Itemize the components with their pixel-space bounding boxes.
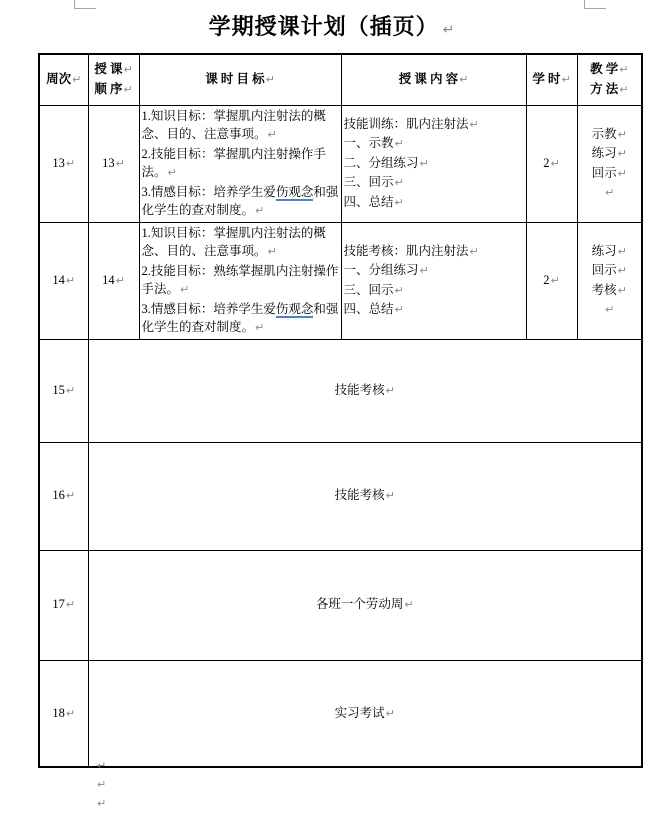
method-line: 考核↵ — [591, 282, 627, 297]
paragraph-mark: ↵ — [617, 127, 627, 141]
teaching-plan-table — [38, 53, 643, 768]
paragraph-mark: ↵ — [115, 156, 125, 170]
paragraph-mark: ↵ — [65, 598, 76, 612]
week-number: 16 — [52, 488, 65, 503]
paragraph-mark: ↵ — [550, 273, 560, 287]
merged-content-cell — [88, 442, 642, 550]
week-cell — [39, 442, 88, 550]
page-title — [0, 10, 664, 41]
paragraph-mark: ↵ — [123, 82, 133, 96]
paragraph-mark: ↵ — [97, 778, 107, 791]
week-number: 14 — [52, 272, 65, 287]
table-row-week-14 — [39, 222, 642, 339]
paragraph-mark: ↵ — [617, 264, 627, 277]
method-line: 回示↵ — [591, 165, 627, 180]
week-number: 13 — [52, 155, 65, 170]
hours-cell — [526, 105, 577, 222]
empty-paragraph — [580, 183, 640, 203]
paragraph-mark: ↵ — [550, 156, 560, 170]
content-line: 三、回示↵ — [343, 282, 404, 297]
header-content — [341, 54, 526, 105]
paragraph-mark: ↵ — [617, 283, 627, 297]
header-hours-label: 学 时 — [532, 72, 561, 86]
paragraph-mark: ↵ — [419, 264, 429, 277]
header-content-label: 授 课 内 容 — [398, 72, 459, 86]
objectives-cell — [139, 105, 341, 222]
paragraph-mark: ↵ — [561, 73, 571, 86]
order-number: 14 — [102, 272, 115, 287]
method-line: 回示↵ — [591, 263, 627, 277]
paragraph-mark: ↵ — [97, 797, 107, 810]
paragraph-mark: ↵ — [123, 63, 133, 77]
week-number: 17 — [52, 597, 65, 612]
order-number: 13 — [102, 155, 115, 170]
header-row — [39, 54, 642, 105]
week-number: 15 — [52, 382, 65, 397]
order-cell — [88, 105, 139, 222]
paragraph-mark: ↵ — [605, 303, 615, 316]
content-line: 四、总结↵ — [343, 194, 404, 209]
method-cell — [577, 222, 642, 339]
content-cell — [341, 222, 526, 339]
merged-content-cell — [88, 550, 642, 660]
objectives-cell — [139, 222, 341, 339]
paragraph-mark: ↵ — [65, 273, 76, 287]
paragraph-mark: ↵ — [65, 489, 76, 503]
header-order — [88, 54, 139, 105]
empty-paragraph — [580, 300, 640, 320]
objective-emotion: 3.情感目标：培养学生爱伤观念和强化学生的查对制度。↵ — [141, 301, 339, 334]
week-cell — [39, 550, 88, 660]
paragraph-mark: ↵ — [255, 204, 265, 217]
table-row-week-17 — [39, 550, 642, 660]
hours-value: 2 — [543, 272, 550, 287]
paragraph-mark: ↵ — [267, 128, 277, 141]
header-hours — [526, 54, 577, 105]
week-cell — [39, 339, 88, 442]
paragraph-mark: ↵ — [255, 321, 265, 334]
paragraph-mark: ↵ — [385, 706, 395, 720]
merged-content-text: 实习考试 — [334, 705, 385, 720]
header-objectives-label: 课 时 目 标 — [205, 72, 265, 86]
paragraph-mark: ↵ — [619, 63, 629, 77]
content-line: 一、分组练习↵ — [343, 263, 429, 277]
header-objectives — [139, 54, 341, 105]
paragraph-mark: ↵ — [469, 117, 479, 131]
paragraph-mark: ↵ — [115, 273, 125, 287]
objective-knowledge: 1.知识目标：掌握肌内注射法的概念、目的、注意事项。↵ — [141, 108, 326, 141]
page-title-text: 学期授课计划（插页） — [208, 14, 439, 39]
week-number: 18 — [52, 705, 65, 720]
header-method-line2: 方 法↵ — [590, 81, 629, 96]
content-line: 二、分组练习↵ — [343, 155, 429, 170]
paragraph-mark: ↵ — [404, 598, 414, 612]
paragraph-mark: ↵ — [265, 73, 275, 86]
spellcheck-underlined-text: 伤观念 — [275, 301, 314, 316]
merged-content-text: 技能考核 — [334, 488, 385, 503]
paragraph-mark: ↵ — [617, 166, 627, 180]
header-order-line1: 授 课↵ — [94, 62, 133, 77]
table-row-week-15 — [39, 339, 642, 442]
empty-paragraph — [96, 756, 106, 775]
table-row-week-18 — [39, 660, 642, 767]
header-week — [39, 54, 88, 105]
paragraph-mark: ↵ — [419, 156, 429, 170]
paragraph-mark: ↵ — [72, 73, 82, 86]
hours-cell — [526, 222, 577, 339]
header-method-line1: 教 学↵ — [590, 62, 629, 77]
paragraph-mark: ↵ — [617, 244, 627, 258]
week-cell — [39, 222, 88, 339]
method-line: 示教↵ — [591, 126, 627, 141]
content-line: 技能考核：肌内注射法↵ — [343, 243, 479, 258]
paragraph-mark: ↵ — [617, 147, 627, 160]
content-cell — [341, 105, 526, 222]
paragraph-mark: ↵ — [469, 244, 479, 258]
crop-mark-top-right-horizontal — [584, 8, 606, 9]
paragraph-mark: ↵ — [442, 22, 456, 38]
merged-content-cell — [88, 660, 642, 767]
paragraph-mark: ↵ — [394, 195, 404, 209]
paragraph-mark: ↵ — [385, 489, 395, 503]
merged-content-text: 各班一个劳动周 — [315, 597, 404, 612]
week-cell — [39, 105, 88, 222]
objective-skill: 2.技能目标：熟练掌握肌内注射操作手法。↵ — [141, 263, 339, 296]
crop-mark-top-left-horizontal — [74, 8, 96, 9]
paragraph-mark: ↵ — [65, 383, 76, 397]
empty-paragraph — [96, 794, 106, 813]
objective-skill: 2.技能目标：掌握肌内注射操作手法。↵ — [141, 146, 326, 179]
table-row-week-16 — [39, 442, 642, 550]
table-row-week-13 — [39, 105, 642, 222]
paragraph-mark: ↵ — [605, 186, 615, 199]
paragraph-mark: ↵ — [394, 283, 404, 297]
header-method — [577, 54, 642, 105]
content-line: 四、总结↵ — [343, 302, 404, 316]
paragraph-mark: ↵ — [394, 176, 404, 190]
order-cell — [88, 222, 139, 339]
content-line: 技能训练：肌内注射法↵ — [343, 116, 479, 131]
paragraph-mark: ↵ — [167, 166, 177, 179]
content-line: 一、示教↵ — [343, 136, 404, 151]
content-line: 三、回示↵ — [343, 175, 404, 190]
method-cell — [577, 105, 642, 222]
paragraph-mark: ↵ — [180, 283, 190, 296]
objective-knowledge: 1.知识目标：掌握肌内注射法的概念、目的、注意事项。↵ — [141, 225, 326, 258]
paragraph-mark: ↵ — [394, 303, 404, 316]
header-order-line2: 顺 序↵ — [94, 81, 133, 96]
paragraph-mark: ↵ — [65, 706, 76, 720]
paragraph-mark: ↵ — [459, 73, 469, 86]
empty-paragraph — [96, 775, 106, 794]
paragraph-mark: ↵ — [65, 156, 76, 170]
paragraph-mark: ↵ — [619, 82, 629, 96]
merged-content-cell — [88, 339, 642, 442]
method-line: 练习↵ — [591, 146, 627, 160]
method-line: 练习↵ — [591, 243, 627, 258]
trailing-empty-paragraphs — [96, 756, 106, 813]
merged-content-text: 技能考核 — [334, 382, 385, 397]
paragraph-mark: ↵ — [97, 759, 107, 772]
paragraph-mark: ↵ — [394, 137, 404, 151]
spellcheck-underlined-text: 伤观念 — [275, 184, 314, 199]
paragraph-mark: ↵ — [385, 383, 395, 397]
hours-value: 2 — [543, 155, 550, 170]
objective-emotion: 3.情感目标：培养学生爱伤观念和强化学生的查对制度。↵ — [141, 184, 339, 217]
header-week-label: 周次 — [46, 72, 72, 86]
week-cell — [39, 660, 88, 767]
paragraph-mark: ↵ — [267, 245, 277, 258]
